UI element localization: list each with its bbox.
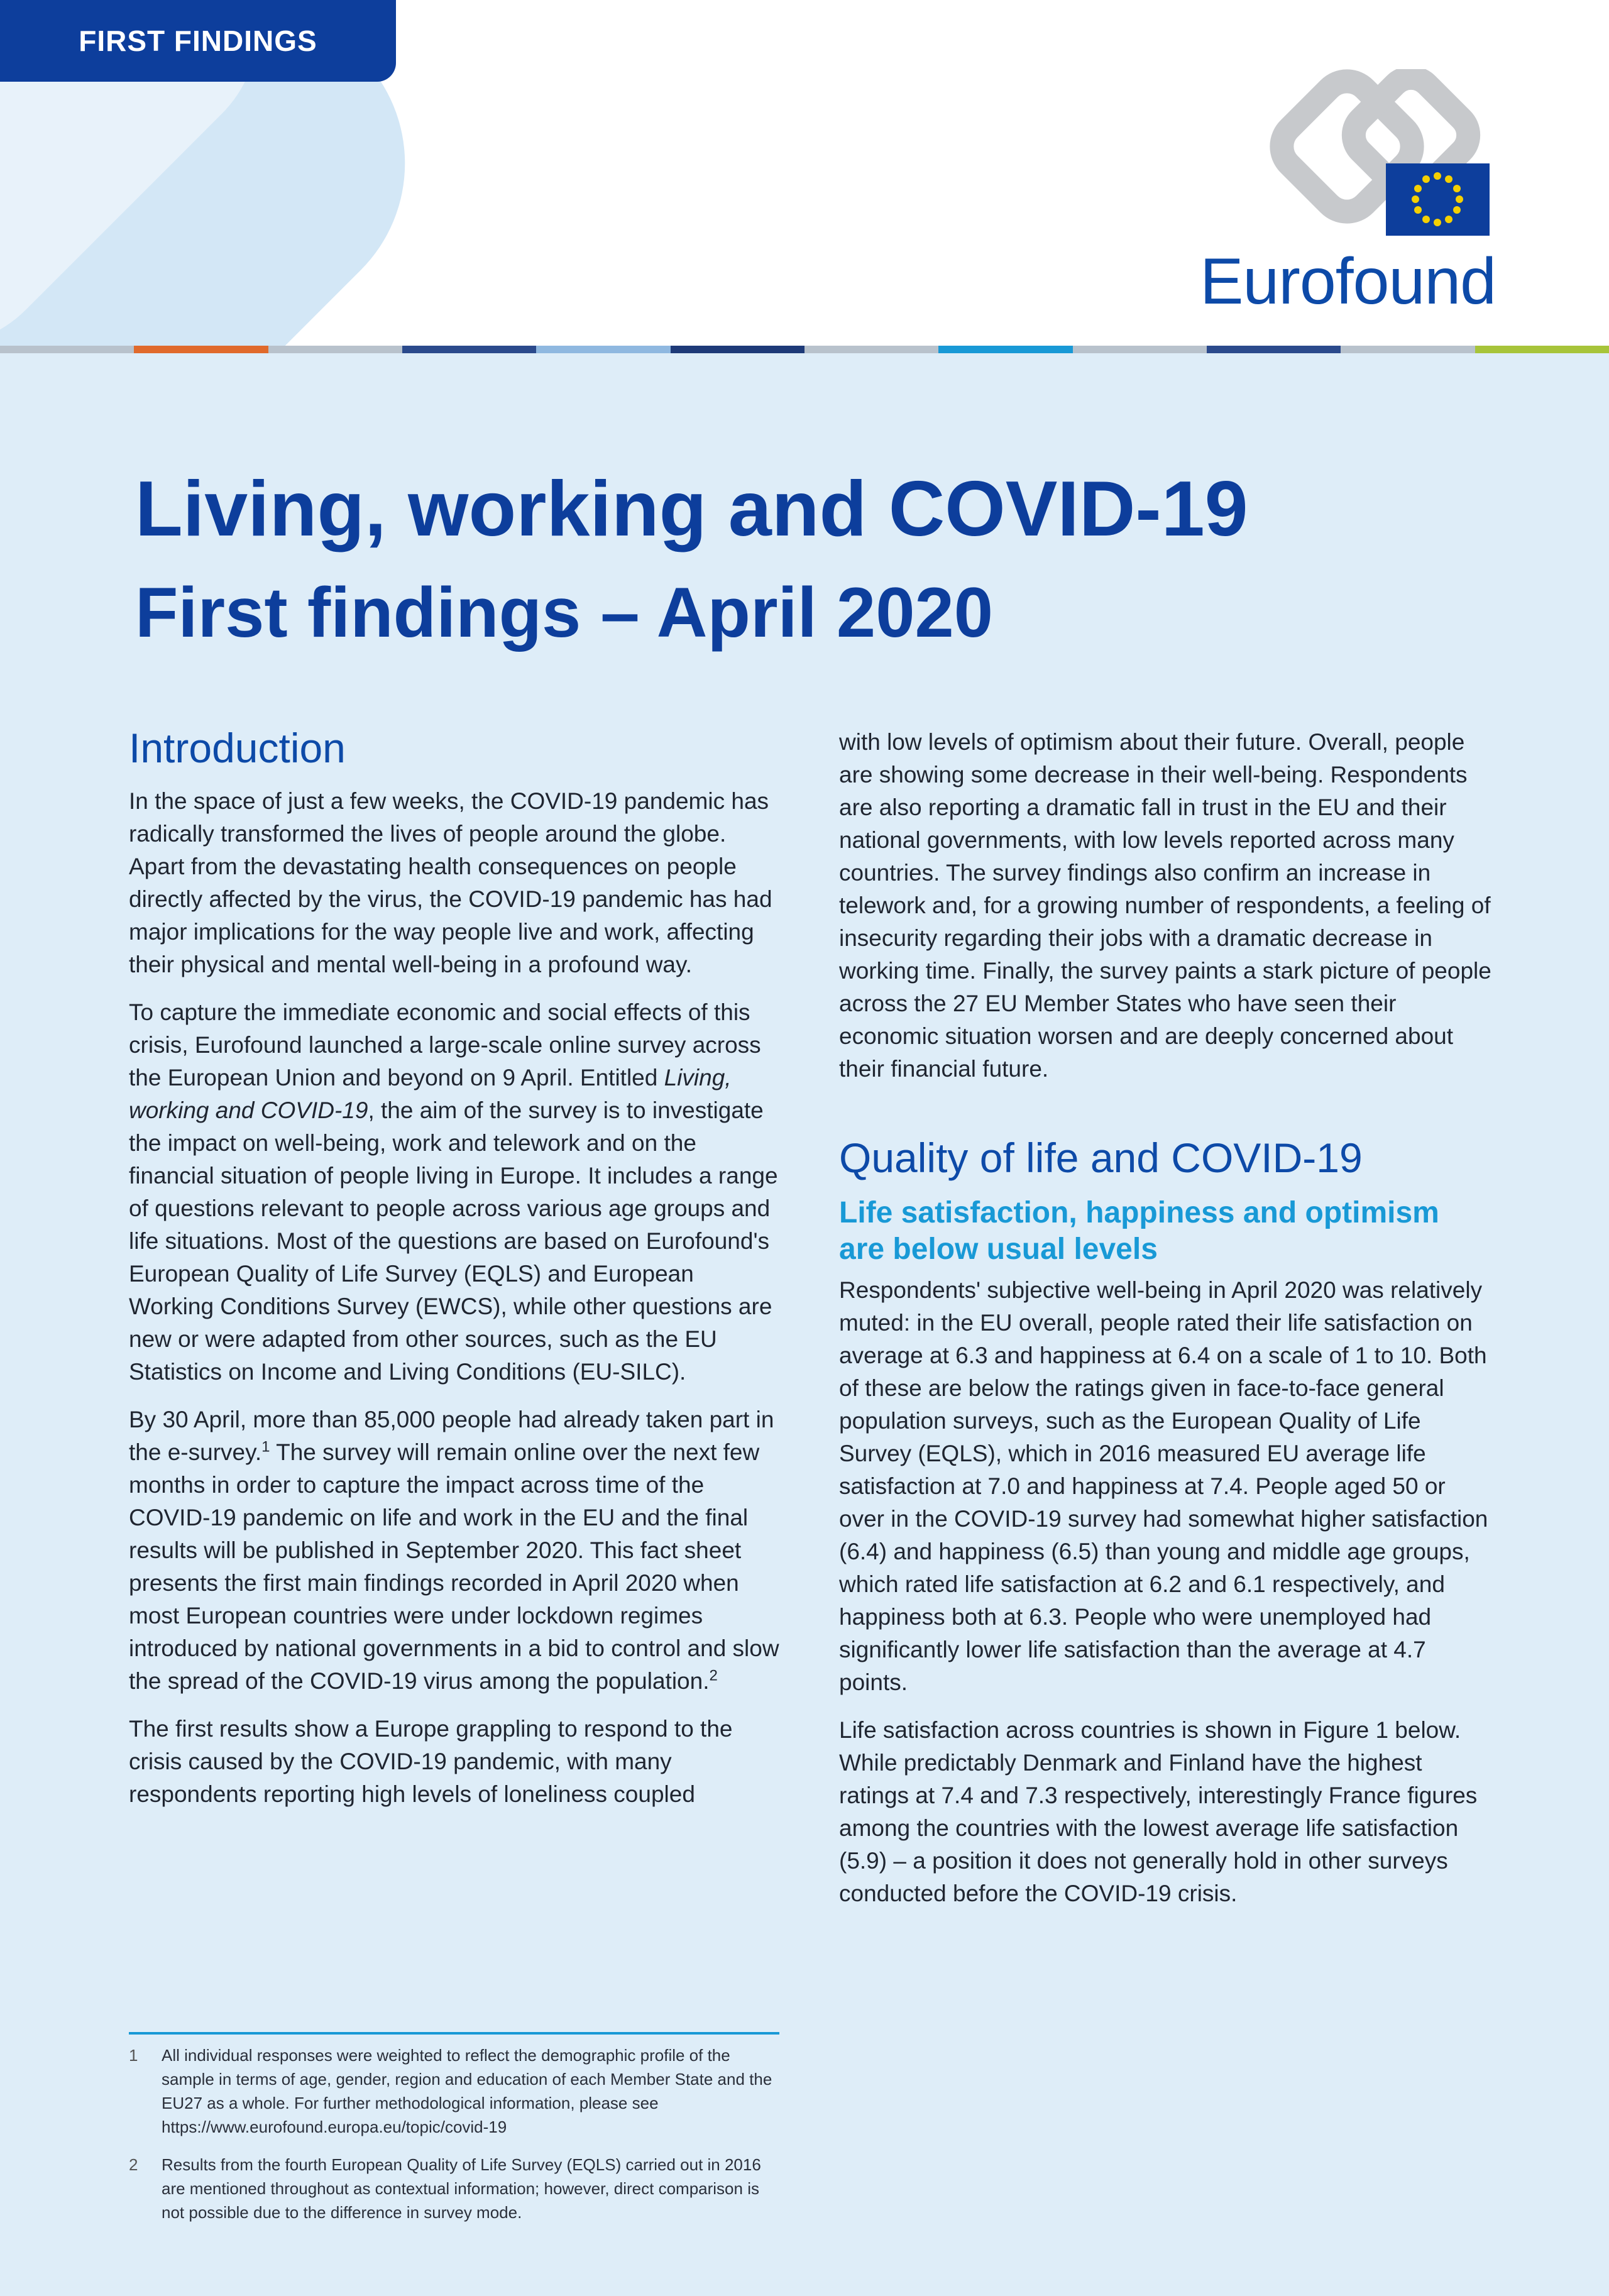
intro-paragraph-1: In the space of just a few weeks, the COVID-19 pandemic has radically transformed the lives of people around the globe. Apart from the devastating health consequences on people directly affected by the virus, the COVID-19 pandemic has had major implications for the way people live and work, affecting their physical and mental well-being in a profound way.	[129, 788, 772, 977]
footnote-2: 2 Results from the fourth European Quality of Life Survey (EQLS) carried out in 2016 are mentioned throughout as contextual information; however, direct comparison is not possible due to the difference in survey mode.	[129, 2155, 761, 2222]
color-stripe	[0, 346, 1609, 353]
intro-paragraph-4-start: The first results show a Europe grappling to respond to the crisis caused by the COVID-19 pandemic, with many respondents reporting high levels of loneliness coupled	[129, 1716, 733, 1807]
intro-paragraph-4-continued: with low levels of optimism about their future. Overall, people are showing some decrease in their well-being. Respondents are also reporting a dramatic fall in trust in the EU and their national governments, with low levels reported across many countries. The survey findings also confirm an increase in telework and, for a growing number of respondents, a feeling of insecurity regarding their jobs with a dramatic decrease in working time. Finally, the survey paints a stark picture of people across the 27 EU Member States who have seen their economic situation worsen and are deeply concerned about their financial future.	[839, 729, 1491, 1082]
stripe-segment	[1207, 346, 1341, 353]
page-title: Living, working and COVID-19	[135, 466, 1248, 552]
stripe-segment	[938, 346, 1072, 353]
stripe-segment	[804, 346, 938, 353]
footnote-1: 1 All individual responses were weighted to reflect the demographic profile of the sample in terms of age, gender, region and education of each Member State and the EU27 as a whole. For further methodological information, please see https://www.eurofound.europa.eu/topic/covid-19	[129, 2046, 772, 2136]
stripe-segment	[268, 346, 402, 353]
logo-wordmark: Eurofound	[1200, 245, 1496, 318]
footnotes	[129, 2032, 779, 2238]
quality-of-life-heading: Quality of life and COVID-19	[839, 1134, 1363, 1181]
stripe-segment	[1341, 346, 1474, 353]
left-column	[129, 720, 783, 1826]
stripe-segment	[0, 346, 134, 353]
life-satisfaction-subheading: Life satisfaction, happiness and optimism are below usual levels	[839, 1196, 1439, 1266]
page-subtitle: First findings – April 2020	[135, 573, 994, 652]
stripe-segment	[402, 346, 536, 353]
footnote-ref-1[interactable]: 1	[261, 1438, 270, 1456]
footnote-divider	[129, 2032, 779, 2035]
tab-label: FIRST FINDINGS	[79, 25, 317, 57]
right-column	[839, 726, 1493, 1925]
footnote-ref-2[interactable]: 2	[709, 1667, 718, 1684]
stripe-segment	[1073, 346, 1207, 353]
quality-paragraph-2: Life satisfaction across countries is shown in Figure 1 below. While predictably Denmark and Finland have the highest ratings at 7.4 and 7.3 respectively, interestingly France figures among the countries with the lowest average life satisfaction (5.9) – a position it does not generally hold in other surveys conducted before the COVID-19 crisis.	[839, 1717, 1478, 1906]
title-block	[135, 459, 1518, 666]
first-findings-tab	[0, 0, 396, 82]
stripe-segment	[536, 346, 670, 353]
intro-paragraph-3: By 30 April, more than 85,000 people had already taken part in the e-survey.$^1$ The survey will remain online over the next few months in order to capture the impact across time of the COVID-19 pandemic on life and work in the EU and the final results will be published in September 2020. This fact sheet presents the first main findings recorded in April 2020 when most European countries were under lockdown regimes introduced by national governments in a bid to control and slow the spread of the COVID-19 virus among the population.$^2$	[129, 1407, 779, 1694]
eurofound-logo	[1144, 69, 1496, 318]
quality-paragraph-1: Respondents' subjective well-being in April 2020 was relatively muted: in the EU overall, people rated their life satisfaction on average at 6.3 and happiness at 6.4 on a scale of 1 to 10. Both of these are below the ratings given in face-to-face general population surveys, such as the European Quality of Life Survey (EQLS), which in 2016 measured EU average life satisfaction at 7.0 and happiness at 7.4. People aged 50 or over in the COVID-19 survey had somewhat higher satisfaction (6.4) and happiness (6.5) than young and middle age groups, which rated life satisfaction at 6.2 and 6.1 respectively, and happiness both at 6.3. People who were unemployed had significantly lower life satisfaction than the average at 4.7 points.	[839, 1277, 1488, 1695]
stripe-segment	[1475, 346, 1609, 353]
logo-chain-icon	[1270, 69, 1496, 245]
stripe-segment	[134, 346, 268, 353]
stripe-segment	[671, 346, 804, 353]
page-header	[0, 0, 1609, 352]
introduction-heading: Introduction	[129, 725, 346, 771]
intro-paragraph-2: To capture the immediate economic and social effects of this crisis, Eurofound launched a large-scale online survey across the European Union and beyond on 9 April. Entitled Living, working and COVID-19, the aim of the survey is to investigate the impact on well-being, work and telework and on the financial situation of people living in Europe. It includes a range of questions relevant to people across various age groups and life situations. Most of the questions are based on Eurofound's European Quality of Life Survey (EQLS) and European Working Conditions Survey (EWCS), while other questions are new or were adapted from other sources, such as the EU Statistics on Income and Living Conditions (EU-SILC).	[129, 999, 778, 1385]
